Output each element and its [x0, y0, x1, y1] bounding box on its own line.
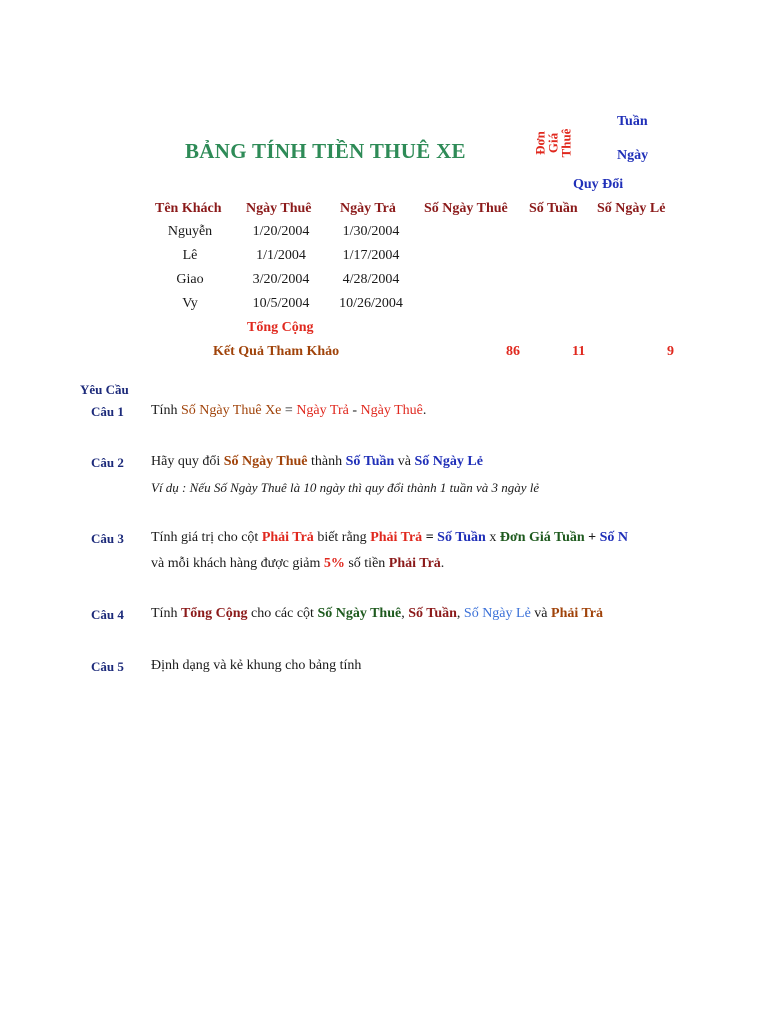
- sheet-title: BẢNG TÍNH TIỀN THUÊ XE: [185, 139, 466, 163]
- rotated-header-cell[interactable]: [530, 112, 576, 174]
- question-3-text[interactable]: [151, 530, 628, 546]
- q4-part: ,: [456, 606, 464, 621]
- q2-part: Số Ngày Thuê: [223, 454, 308, 469]
- cell-customer[interactable]: Nguyễn: [167, 224, 213, 239]
- cell-customer[interactable]: Lê: [182, 248, 198, 263]
- q4-part: và: [530, 606, 552, 621]
- q3-part: Đơn Giá Tuần: [499, 530, 585, 545]
- q3-part: Số N: [599, 530, 629, 545]
- question-2-label[interactable]: Câu 2: [91, 455, 124, 470]
- q2-part: Hãy quy đổi: [151, 454, 224, 469]
- cell-customer[interactable]: Vy: [182, 296, 198, 311]
- reference-label[interactable]: Kết Quả Tham Khảo: [213, 344, 340, 359]
- q1-part: Số Ngày Thuê Xe: [180, 403, 282, 418]
- q1-part: -: [348, 403, 361, 418]
- cell-rent-date[interactable]: 10/5/2004: [252, 296, 310, 311]
- q1-part: Tính: [151, 403, 181, 418]
- q4-part: ,: [401, 606, 409, 621]
- reference-rent-days[interactable]: 86: [506, 344, 520, 359]
- col-header-customer[interactable]: Tên Khách: [155, 201, 222, 216]
- q4-part: Số Ngày Thuê: [317, 606, 402, 621]
- q3-part: x: [485, 530, 500, 545]
- reference-weeks[interactable]: 11: [572, 344, 586, 359]
- question-1-label[interactable]: Câu 1: [91, 404, 124, 419]
- total-label[interactable]: Tổng Cộng: [247, 320, 314, 335]
- q1-part: =: [281, 403, 297, 418]
- q3-part: và mỗi khách hàng được giảm: [151, 556, 324, 571]
- group-header-label[interactable]: Quy Đổi: [573, 177, 624, 192]
- question-1-text[interactable]: [151, 403, 426, 419]
- q4-part: cho các cột: [247, 606, 318, 621]
- question-2-text[interactable]: [151, 454, 483, 470]
- q3-part: Phải Trả: [370, 530, 423, 545]
- q3-part: Số Tuần: [437, 530, 486, 545]
- rotated-header-text: Đơn Giá Thuê: [532, 128, 574, 158]
- requirements-heading[interactable]: Yêu Cầu: [80, 382, 129, 397]
- q3-part: =: [422, 530, 438, 545]
- cell-rent-date[interactable]: 1/20/2004: [252, 224, 310, 239]
- cell-return-date[interactable]: 10/26/2004: [339, 296, 403, 311]
- q1-part: .: [422, 403, 427, 418]
- question-5-text[interactable]: Định dạng và kẻ khung cho bảng tính: [151, 658, 362, 673]
- q3-part: .: [440, 556, 445, 571]
- q4-part: Tổng Cộng: [180, 606, 248, 621]
- q3-part: số tiền: [344, 556, 389, 571]
- cell-rent-date[interactable]: 3/20/2004: [252, 272, 310, 287]
- question-3-label[interactable]: Câu 3: [91, 531, 124, 546]
- q4-part: Tính: [151, 606, 181, 621]
- cell-customer[interactable]: Giao: [176, 272, 204, 287]
- q1-part: Ngày Thuê: [360, 403, 423, 418]
- cell-return-date[interactable]: 1/17/2004: [342, 248, 400, 263]
- q2-part: thành: [307, 454, 346, 469]
- q3-part: Tính giá trị cho cột: [151, 530, 262, 545]
- q3-part: Phải Trả: [261, 530, 314, 545]
- cell-return-date[interactable]: 4/28/2004: [342, 272, 400, 287]
- col-header-extra-days[interactable]: Số Ngày Lẻ: [597, 201, 666, 216]
- cell-rent-date[interactable]: 1/1/2004: [256, 248, 306, 263]
- question-5-label[interactable]: Câu 5: [91, 659, 124, 674]
- question-4-label[interactable]: Câu 4: [91, 607, 124, 622]
- q1-part: Ngày Trả: [296, 403, 349, 418]
- q2-part: và: [394, 454, 415, 469]
- question-4-text[interactable]: [151, 606, 603, 622]
- q4-part: Phải Trả: [551, 606, 604, 621]
- cell-return-date[interactable]: 1/30/2004: [342, 224, 400, 239]
- unit-day-label[interactable]: Ngày: [617, 148, 649, 163]
- q2-part: Số Ngày Lẻ: [414, 454, 483, 469]
- q4-part: Số Tuần: [408, 606, 457, 621]
- q4-part: Số Ngày Lẻ: [463, 606, 531, 621]
- unit-week-label[interactable]: Tuần: [617, 114, 648, 129]
- q3-part: +: [584, 530, 600, 545]
- q3-part: Phải Trả: [388, 556, 441, 571]
- q2-part: Số Tuần: [345, 454, 395, 469]
- col-header-rent-days[interactable]: Số Ngày Thuê: [424, 201, 508, 216]
- col-header-return-date[interactable]: Ngày Trả: [340, 201, 396, 216]
- q3-part: biết rằng: [313, 530, 371, 545]
- col-header-weeks[interactable]: Số Tuần: [529, 201, 578, 216]
- q3-part: 5%: [323, 556, 345, 571]
- question-3-text-line2[interactable]: [151, 556, 444, 572]
- reference-extra-days[interactable]: 9: [667, 344, 674, 359]
- question-2-example[interactable]: Ví dụ : Nếu Số Ngày Thuê là 10 ngày thì quy đổi thành 1 tuần và 3 ngày lẻ: [151, 480, 540, 495]
- col-header-rent-date[interactable]: Ngày Thuê: [246, 201, 312, 216]
